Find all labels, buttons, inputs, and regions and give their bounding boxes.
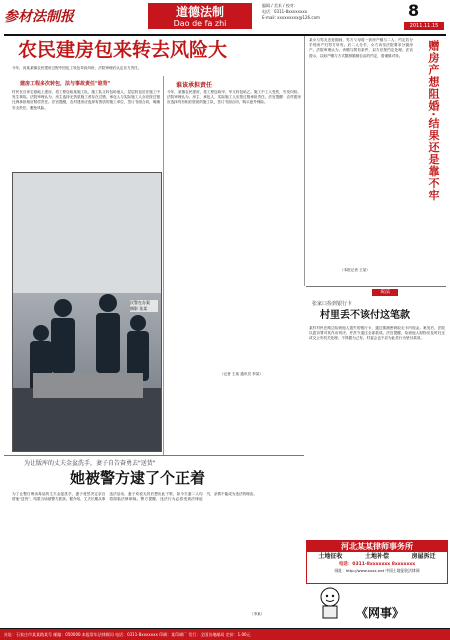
small-story-headline: 村里丢不该付这笔款 — [320, 310, 410, 321]
masthead-rule — [4, 34, 446, 36]
column-divider — [163, 76, 164, 456]
right-column-divider — [304, 36, 305, 286]
ad-phone: 电话：0311-8xxxxxxx 8xxxxxxx — [338, 562, 416, 567]
cartoon-icon — [310, 584, 350, 620]
tel-line: 电话：0311-8xxxxxxxx — [262, 9, 308, 14]
ad-services — [307, 552, 447, 561]
bottom-story-kicker: 为让版库的丈夫金盆洗手，妻子自告奋勇去"送货" — [24, 460, 156, 467]
small-story-label: 说法 — [372, 289, 398, 296]
right-feature-byline: （本报记者 王某） — [340, 268, 370, 272]
small-story-rule — [306, 286, 446, 287]
bottom-story-byline: （李某） — [250, 612, 265, 616]
small-story-kicker: 张家口捡到银行卡 — [312, 301, 353, 307]
section-banner — [148, 3, 252, 29]
masthead — [0, 0, 450, 34]
email-line: E-mail: xxxxxxxxx@126.com — [262, 15, 320, 20]
lead-subhead: 建房工程多次转包，法与事故责任"谁背" — [20, 81, 111, 87]
ad-service-2: 土地补偿 — [364, 553, 389, 560]
section-title: 道德法制 — [175, 5, 224, 19]
editor-line: 编辑 / 美术 / 校对： — [262, 3, 298, 8]
lead-intro: 今年，河某某镇农民建房过程中因包工转包导致纠纷，法院审理后认定各方责任。 — [12, 66, 142, 70]
right-feature-body: 某女与男友恋爱期间，男方父母将一套房产赠与二人，约定若分手则房产归男方所有。后二人分手，女方诉至法院要求分割房产。法院审理认为，该赠与附有条件，双方应按约定处理。法官提示，以财产赠与方式限制婚姻自由的约定，需谨慎对待。 — [309, 38, 413, 58]
ad-container — [306, 540, 448, 584]
paper-name: 参材法制报 — [4, 9, 74, 25]
small-story-body: 某村村民在路边捡到他人遗失的银行卡，通过猜测密码取走卡内现金。案发后，法院以盗窃罪对其作出判决，并责令退还全部款项。法官提醒，捡到他人财物应及时归还或交公安机关处理，不得据为己有。村委会也不应为此类行为垫付款项。 — [309, 326, 445, 341]
footer-line: 社址：石家庄市某某路某号 邮编：050000 本报常年法律顾问 电话：0311-8xxxxxxx 印刷：某印刷厂 发行：全国各地邮局 定价：1.00元 — [0, 629, 450, 640]
photo-caption — [130, 300, 158, 312]
ad-website: 网址：http://www.xxxx.net 中国土地征收法律网 — [334, 568, 420, 573]
lead-headline: 农民建房包来转去风险大 — [18, 39, 228, 61]
mascot-label: 《网事》 — [356, 606, 405, 620]
ad-service-1: 土地征收 — [318, 553, 343, 560]
photo-caption-text: 民警在办案 — [130, 300, 150, 305]
sidebar-reporter: （记者 王某 通讯员 李某） — [220, 372, 263, 376]
mascot-cartoon — [310, 584, 350, 620]
sidebar-body: 今年，某镇农民建房，将工程包给甲，甲又转包给乙。施工中工人受伤，引发纠纷。法院审理认为，房主、承包人、实际施工人应按过错承担责任。法官提醒：农村建房应选择具有相应资质的施工队，签订书面合同，购买意外保险。 — [167, 90, 301, 105]
lead-body: 村民在自家宅基地上建房，将工程包给某施工队，施工队又转包给他人，层层转包后在施工中发生事故。法院审理认为，房主选择无资质施工者存在过错，承包人与实际施工人亦应按过错比例承担相应赔偿责任。法官提醒，农村建房应选择有资质的施工单位，签订书面合同，明确安全责任，避免风险。 — [12, 90, 160, 110]
bottom-story-body: 为了让整日贩卖毒品的丈夫金盆洗手，妻子竟然决定亲自替他"送货"，结果当场被警方抓获。据介绍，丈夫长期从事违法活动，妻子劝说无效后想出此下策，如今夫妻二人均将面临法律制裁。警方提醒，违法行为必将受到法律追究，亲情不能成为违法的理由。 — [12, 492, 257, 502]
right-feature-headline: 赠房产想阻婚·结果还是靠不牢 — [427, 40, 440, 202]
date-badge: 2011.11.15 — [404, 22, 444, 30]
section-pinyin: Dao de fa zhi — [173, 19, 227, 28]
page-number: 8 — [408, 1, 420, 20]
sidebar-title: 谁该承担责任 — [176, 82, 213, 89]
ad-service-3: 房屋拆迁 — [411, 553, 436, 560]
photo-caption-credit: 摄影 张某 — [130, 306, 148, 311]
editor-info — [262, 3, 402, 21]
bottom-story-headline: 她被警方逮了个正着 — [70, 469, 206, 487]
police-photo — [12, 172, 162, 452]
ad-title: 河北某某律师事务所 — [307, 541, 447, 552]
police-officers-illustration — [13, 173, 161, 451]
bottom-story-rule — [4, 455, 304, 456]
